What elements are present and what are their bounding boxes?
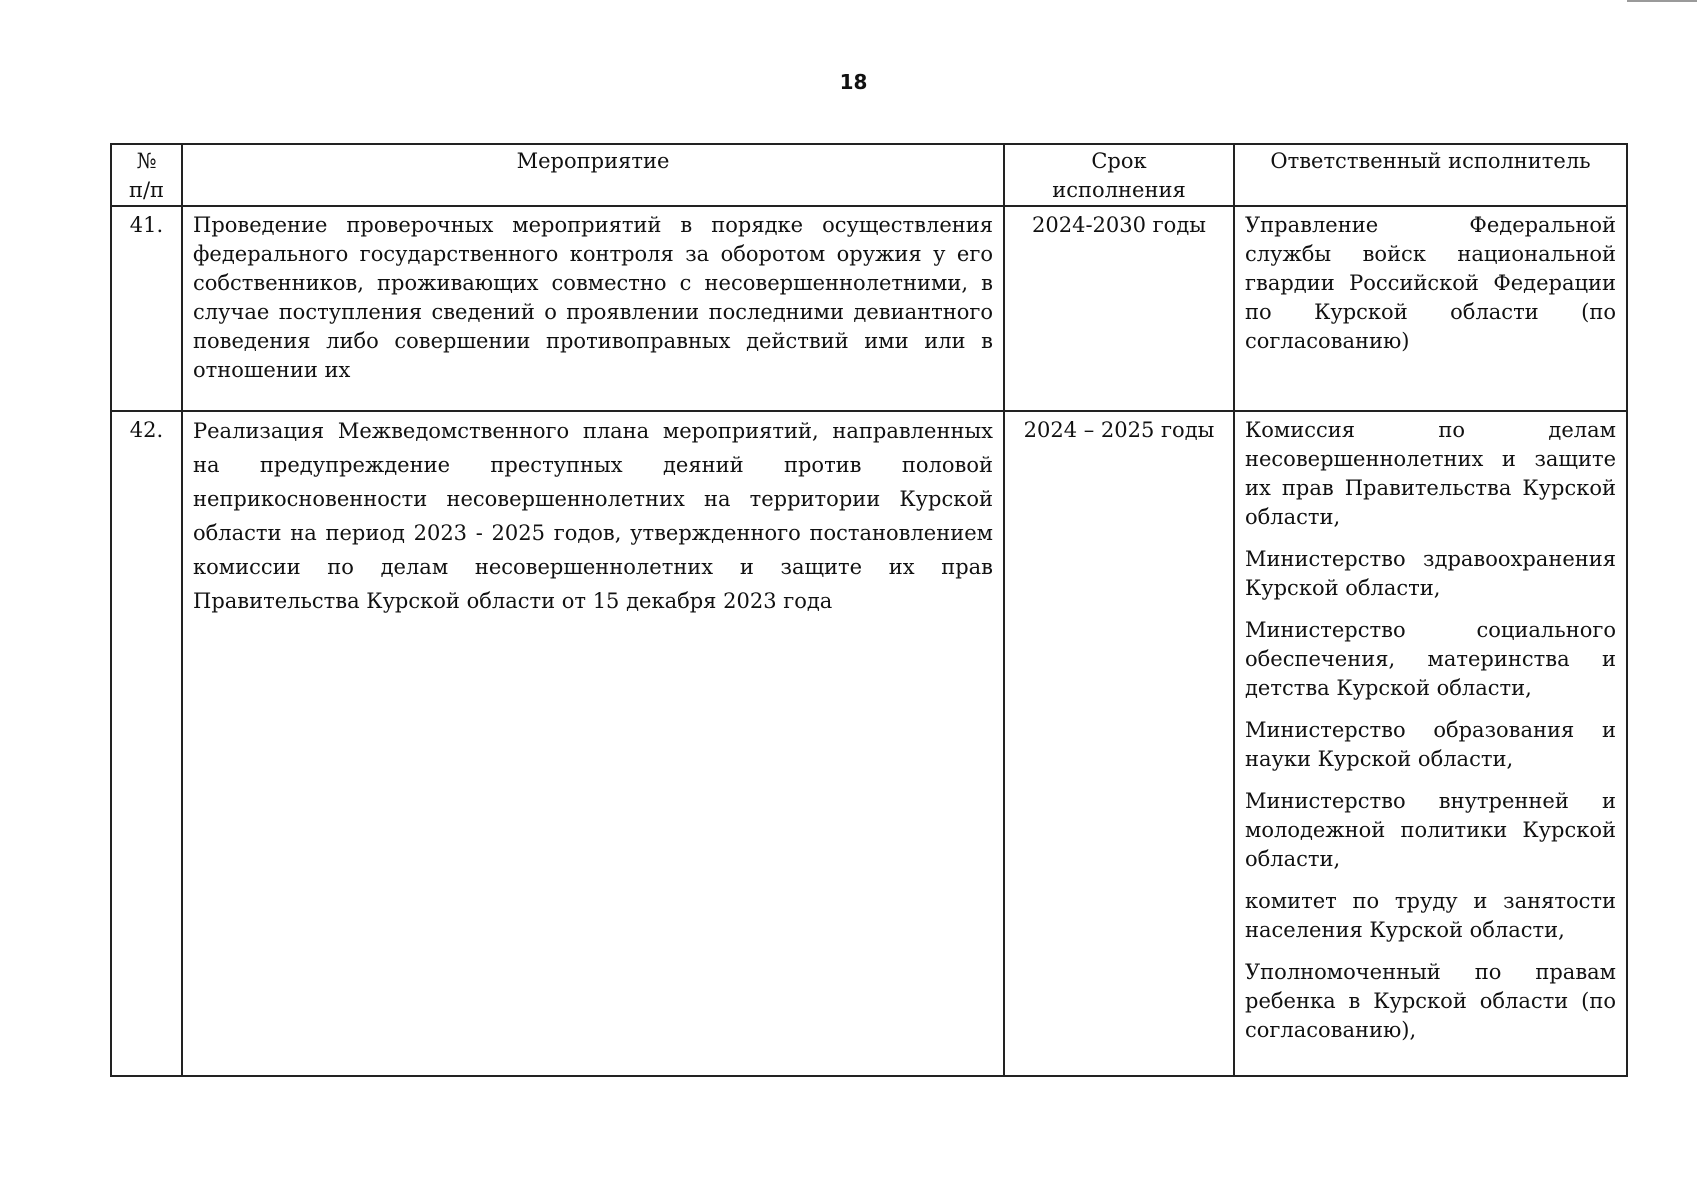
- table-row: [111, 411, 1627, 1076]
- row-event: Реализация Межведомственного плана мероприятий, направленных на предупреждение преступных деяний против половой неприкосновенности несовершеннолетних на территории Курской области на период 2023 - 2025 годов, утвержденного постановлением комиссии по делам несовершеннолетних и защите их прав Правительства Курской области от 15 декабря 2023 года: [182, 411, 1004, 1076]
- header-deadline-line1: Срок: [1091, 149, 1147, 173]
- row-responsible: [1234, 206, 1627, 411]
- responsible-entity: Министерство здравоохранения Курской области,: [1245, 547, 1616, 600]
- scan-edge-mark: [1627, 0, 1697, 2]
- header-responsible: Ответственный исполнитель: [1234, 144, 1627, 206]
- header-deadline-line2: исполнения: [1052, 178, 1186, 202]
- responsible-entity: Комиссия по делам несовершеннолетних и защите их прав Правительства Курской области,: [1245, 418, 1616, 529]
- table-header-row: [111, 144, 1627, 206]
- responsible-entity: Министерство внутренней и молодежной политики Курской области,: [1245, 789, 1616, 871]
- row-number: 41.: [111, 206, 182, 411]
- header-event: Мероприятие: [182, 144, 1004, 206]
- row-event: Проведение проверочных мероприятий в порядке осуществления федерального государственного контроля за оборотом оружия у его собственников, проживающих совместно с несовершеннолетними, в случае поступления сведений о проявлении последними девиантного поведения либо совершении противоправных действий ими или в отношении их: [182, 206, 1004, 411]
- responsible-entity: комитет по труду и занятости населения Курской области,: [1245, 889, 1616, 942]
- header-num: [111, 144, 182, 206]
- row-deadline: 2024 – 2025 годы: [1004, 411, 1234, 1076]
- row-responsible: [1234, 411, 1627, 1076]
- responsible-entity: Министерство образования и науки Курской области,: [1245, 718, 1616, 771]
- row-deadline: 2024-2030 годы: [1004, 206, 1234, 411]
- header-num-line2: п/п: [128, 178, 165, 202]
- header-deadline: [1004, 144, 1234, 206]
- table-row: [111, 206, 1627, 411]
- responsible-entity: Министерство социального обеспечения, материнства и детства Курской области,: [1245, 618, 1616, 700]
- action-plan-table: [110, 143, 1628, 1077]
- header-num-line1: №: [136, 149, 157, 173]
- row-number: 42.: [111, 411, 182, 1076]
- responsible-entity: Управление Федеральной службы войск национальной гвардии Российской Федерации по Курской области (по согласованию): [1245, 213, 1616, 353]
- responsible-entity: Уполномоченный по правам ребенка в Курской области (по согласованию),: [1245, 960, 1616, 1042]
- page-number: 18: [839, 70, 868, 94]
